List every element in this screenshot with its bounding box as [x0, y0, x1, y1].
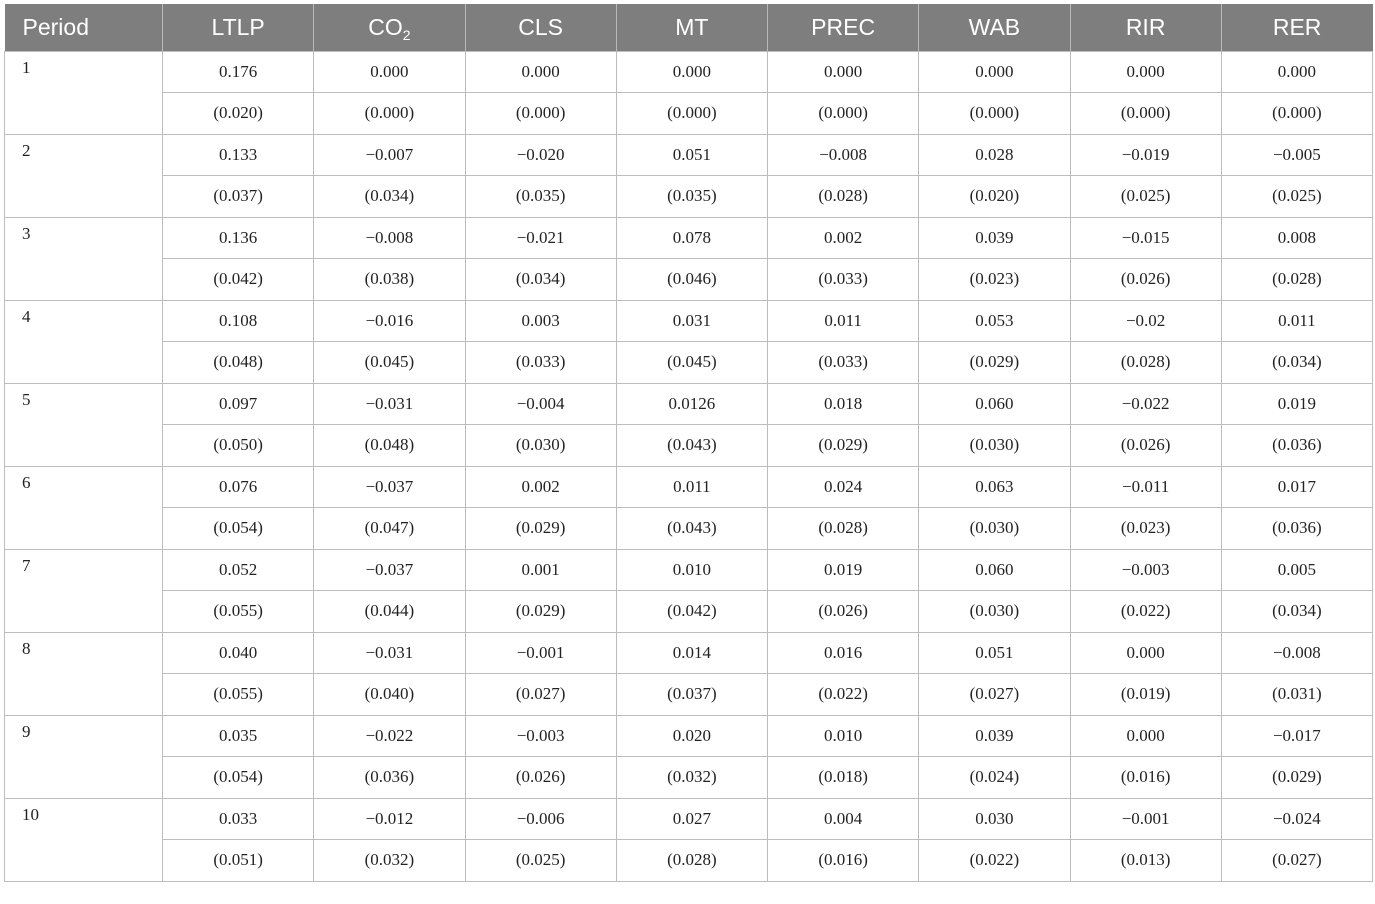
- coefficient-cell: 0.078: [616, 217, 767, 259]
- table-row-coefficients: [5, 383, 1373, 425]
- coefficient-cell: −0.006: [465, 798, 616, 840]
- standard-error-cell: (0.022): [768, 674, 919, 716]
- coefficient-cell: −0.021: [465, 217, 616, 259]
- standard-error-cell: (0.036): [1221, 508, 1372, 550]
- coefficient-cell: 0.002: [465, 466, 616, 508]
- coefficient-cell: −0.031: [314, 632, 465, 674]
- coefficient-cell: −0.016: [314, 300, 465, 342]
- coefficient-cell: 0.136: [163, 217, 314, 259]
- standard-error-cell: (0.030): [919, 508, 1070, 550]
- coefficient-cell: −0.02: [1070, 300, 1221, 342]
- standard-error-cell: (0.036): [1221, 425, 1372, 467]
- standard-error-cell: (0.023): [919, 259, 1070, 301]
- standard-error-cell: (0.032): [616, 757, 767, 799]
- standard-error-cell: (0.026): [1070, 425, 1221, 467]
- coefficient-cell: 0.000: [768, 51, 919, 93]
- coefficient-cell: 0.000: [465, 51, 616, 93]
- coefficient-cell: −0.024: [1221, 798, 1372, 840]
- standard-error-cell: (0.035): [465, 176, 616, 218]
- standard-error-cell: (0.037): [616, 674, 767, 716]
- table-row-standard-errors: [5, 674, 1373, 716]
- standard-error-cell: (0.048): [314, 425, 465, 467]
- standard-error-cell: (0.000): [314, 93, 465, 135]
- coefficient-cell: −0.012: [314, 798, 465, 840]
- coefficient-cell: 0.035: [163, 715, 314, 757]
- standard-error-cell: (0.028): [1070, 342, 1221, 384]
- coefficient-cell: 0.031: [616, 300, 767, 342]
- standard-error-cell: (0.028): [768, 176, 919, 218]
- coefficient-cell: −0.022: [1070, 383, 1221, 425]
- standard-error-cell: (0.025): [1221, 176, 1372, 218]
- table-row-coefficients: [5, 51, 1373, 93]
- standard-error-cell: (0.029): [768, 425, 919, 467]
- coefficient-cell: −0.008: [768, 134, 919, 176]
- table-row-standard-errors: [5, 591, 1373, 633]
- coefficient-cell: 0.017: [1221, 466, 1372, 508]
- standard-error-cell: (0.044): [314, 591, 465, 633]
- standard-error-cell: (0.028): [1221, 259, 1372, 301]
- period-cell: 6: [5, 466, 163, 549]
- table-body: [5, 51, 1373, 881]
- coefficient-cell: 0.000: [1070, 715, 1221, 757]
- standard-error-cell: (0.032): [314, 840, 465, 882]
- standard-error-cell: (0.029): [919, 342, 1070, 384]
- coefficient-cell: −0.037: [314, 466, 465, 508]
- standard-error-cell: (0.000): [1221, 93, 1372, 135]
- standard-error-cell: (0.055): [163, 591, 314, 633]
- coefficient-cell: −0.003: [465, 715, 616, 757]
- standard-error-cell: (0.036): [314, 757, 465, 799]
- standard-error-cell: (0.037): [163, 176, 314, 218]
- coefficient-cell: 0.039: [919, 217, 1070, 259]
- coefficient-cell: 0.002: [768, 217, 919, 259]
- coefficient-cell: 0.004: [768, 798, 919, 840]
- standard-error-cell: (0.033): [768, 342, 919, 384]
- period-cell: 4: [5, 300, 163, 383]
- coefficient-cell: 0.018: [768, 383, 919, 425]
- standard-error-cell: (0.048): [163, 342, 314, 384]
- table-row-standard-errors: [5, 425, 1373, 467]
- standard-error-cell: (0.027): [919, 674, 1070, 716]
- coefficient-cell: −0.031: [314, 383, 465, 425]
- coefficient-cell: 0.176: [163, 51, 314, 93]
- header-cls: CLS: [465, 4, 616, 51]
- coefficient-cell: −0.011: [1070, 466, 1221, 508]
- standard-error-cell: (0.026): [1070, 259, 1221, 301]
- standard-error-cell: (0.034): [1221, 342, 1372, 384]
- coefficient-cell: 0.108: [163, 300, 314, 342]
- coefficient-cell: −0.001: [465, 632, 616, 674]
- standard-error-cell: (0.045): [314, 342, 465, 384]
- standard-error-cell: (0.000): [768, 93, 919, 135]
- standard-error-cell: (0.022): [919, 840, 1070, 882]
- table-row-standard-errors: [5, 176, 1373, 218]
- coefficient-cell: 0.000: [1070, 51, 1221, 93]
- coefficient-cell: 0.000: [919, 51, 1070, 93]
- coefficient-cell: −0.022: [314, 715, 465, 757]
- coefficient-cell: −0.004: [465, 383, 616, 425]
- coefficient-cell: 0.000: [1070, 632, 1221, 674]
- coefficient-cell: −0.007: [314, 134, 465, 176]
- period-cell: 5: [5, 383, 163, 466]
- standard-error-cell: (0.033): [465, 342, 616, 384]
- coefficient-cell: 0.097: [163, 383, 314, 425]
- standard-error-cell: (0.046): [616, 259, 767, 301]
- table-row-coefficients: [5, 134, 1373, 176]
- coefficient-cell: 0.0126: [616, 383, 767, 425]
- table-row-coefficients: [5, 549, 1373, 591]
- results-table-container: [4, 4, 1372, 882]
- standard-error-cell: (0.023): [1070, 508, 1221, 550]
- standard-error-cell: (0.042): [616, 591, 767, 633]
- standard-error-cell: (0.050): [163, 425, 314, 467]
- coefficient-cell: 0.001: [465, 549, 616, 591]
- coefficient-cell: 0.000: [1221, 51, 1372, 93]
- standard-error-cell: (0.000): [919, 93, 1070, 135]
- standard-error-cell: (0.045): [616, 342, 767, 384]
- coefficient-cell: 0.033: [163, 798, 314, 840]
- coefficient-cell: 0.016: [768, 632, 919, 674]
- standard-error-cell: (0.025): [465, 840, 616, 882]
- coefficient-cell: 0.060: [919, 549, 1070, 591]
- coefficient-cell: 0.005: [1221, 549, 1372, 591]
- coefficient-cell: −0.020: [465, 134, 616, 176]
- standard-error-cell: (0.000): [616, 93, 767, 135]
- standard-error-cell: (0.035): [616, 176, 767, 218]
- coefficient-cell: 0.040: [163, 632, 314, 674]
- standard-error-cell: (0.029): [465, 591, 616, 633]
- period-cell: 3: [5, 217, 163, 300]
- coefficient-cell: 0.008: [1221, 217, 1372, 259]
- standard-error-cell: (0.054): [163, 757, 314, 799]
- standard-error-cell: (0.043): [616, 508, 767, 550]
- standard-error-cell: (0.027): [465, 674, 616, 716]
- standard-error-cell: (0.051): [163, 840, 314, 882]
- header-co2: [314, 4, 465, 51]
- coefficient-cell: 0.060: [919, 383, 1070, 425]
- standard-error-cell: (0.025): [1070, 176, 1221, 218]
- standard-error-cell: (0.030): [919, 425, 1070, 467]
- table-row-coefficients: [5, 632, 1373, 674]
- standard-error-cell: (0.022): [1070, 591, 1221, 633]
- table-row-standard-errors: [5, 840, 1373, 882]
- coefficient-cell: 0.076: [163, 466, 314, 508]
- standard-error-cell: (0.027): [1221, 840, 1372, 882]
- standard-error-cell: (0.016): [1070, 757, 1221, 799]
- standard-error-cell: (0.020): [919, 176, 1070, 218]
- header-wab: WAB: [919, 4, 1070, 51]
- standard-error-cell: (0.034): [465, 259, 616, 301]
- standard-error-cell: (0.054): [163, 508, 314, 550]
- standard-error-cell: (0.034): [314, 176, 465, 218]
- table-header: [5, 4, 1373, 51]
- standard-error-cell: (0.016): [768, 840, 919, 882]
- coefficient-cell: 0.014: [616, 632, 767, 674]
- coefficient-cell: 0.011: [616, 466, 767, 508]
- table-row-coefficients: [5, 715, 1373, 757]
- period-cell: 10: [5, 798, 163, 881]
- standard-error-cell: (0.019): [1070, 674, 1221, 716]
- standard-error-cell: (0.031): [1221, 674, 1372, 716]
- period-cell: 7: [5, 549, 163, 632]
- coefficient-cell: 0.011: [1221, 300, 1372, 342]
- coefficient-cell: −0.015: [1070, 217, 1221, 259]
- coefficient-cell: 0.000: [616, 51, 767, 93]
- coefficient-cell: −0.017: [1221, 715, 1372, 757]
- coefficient-cell: 0.010: [768, 715, 919, 757]
- coefficient-cell: 0.019: [1221, 383, 1372, 425]
- coefficient-cell: 0.133: [163, 134, 314, 176]
- coefficient-cell: −0.003: [1070, 549, 1221, 591]
- standard-error-cell: (0.028): [768, 508, 919, 550]
- standard-error-cell: (0.029): [1221, 757, 1372, 799]
- standard-error-cell: (0.047): [314, 508, 465, 550]
- standard-error-cell: (0.028): [616, 840, 767, 882]
- header-period: Period: [5, 4, 163, 51]
- coefficient-cell: −0.008: [314, 217, 465, 259]
- coefficient-cell: 0.019: [768, 549, 919, 591]
- header-co2-subscript: 2: [402, 26, 411, 43]
- header-prec: PREC: [768, 4, 919, 51]
- header-co2-base: CO: [368, 13, 403, 40]
- coefficient-cell: 0.003: [465, 300, 616, 342]
- standard-error-cell: (0.018): [768, 757, 919, 799]
- impulse-response-table: [4, 4, 1373, 882]
- standard-error-cell: (0.000): [1070, 93, 1221, 135]
- coefficient-cell: −0.001: [1070, 798, 1221, 840]
- coefficient-cell: 0.028: [919, 134, 1070, 176]
- header-rer: RER: [1221, 4, 1372, 51]
- header-mt: MT: [616, 4, 767, 51]
- table-row-standard-errors: [5, 342, 1373, 384]
- standard-error-cell: (0.042): [163, 259, 314, 301]
- coefficient-cell: −0.037: [314, 549, 465, 591]
- coefficient-cell: −0.019: [1070, 134, 1221, 176]
- standard-error-cell: (0.024): [919, 757, 1070, 799]
- header-row: [5, 4, 1373, 51]
- coefficient-cell: 0.051: [919, 632, 1070, 674]
- coefficient-cell: 0.063: [919, 466, 1070, 508]
- table-row-coefficients: [5, 798, 1373, 840]
- coefficient-cell: 0.053: [919, 300, 1070, 342]
- coefficient-cell: 0.010: [616, 549, 767, 591]
- standard-error-cell: (0.020): [163, 93, 314, 135]
- period-cell: 9: [5, 715, 163, 798]
- coefficient-cell: 0.052: [163, 549, 314, 591]
- coefficient-cell: 0.024: [768, 466, 919, 508]
- table-row-coefficients: [5, 300, 1373, 342]
- table-row-coefficients: [5, 466, 1373, 508]
- header-ltlp: LTLP: [163, 4, 314, 51]
- standard-error-cell: (0.026): [768, 591, 919, 633]
- coefficient-cell: 0.020: [616, 715, 767, 757]
- standard-error-cell: (0.026): [465, 757, 616, 799]
- coefficient-cell: −0.008: [1221, 632, 1372, 674]
- coefficient-cell: 0.000: [314, 51, 465, 93]
- standard-error-cell: (0.030): [465, 425, 616, 467]
- table-row-coefficients: [5, 217, 1373, 259]
- header-rir: RIR: [1070, 4, 1221, 51]
- coefficient-cell: 0.030: [919, 798, 1070, 840]
- table-row-standard-errors: [5, 259, 1373, 301]
- standard-error-cell: (0.034): [1221, 591, 1372, 633]
- standard-error-cell: (0.040): [314, 674, 465, 716]
- period-cell: 1: [5, 51, 163, 134]
- standard-error-cell: (0.013): [1070, 840, 1221, 882]
- period-cell: 8: [5, 632, 163, 715]
- coefficient-cell: 0.011: [768, 300, 919, 342]
- coefficient-cell: 0.051: [616, 134, 767, 176]
- coefficient-cell: 0.039: [919, 715, 1070, 757]
- table-row-standard-errors: [5, 508, 1373, 550]
- period-cell: 2: [5, 134, 163, 217]
- table-row-standard-errors: [5, 757, 1373, 799]
- standard-error-cell: (0.030): [919, 591, 1070, 633]
- standard-error-cell: (0.029): [465, 508, 616, 550]
- standard-error-cell: (0.043): [616, 425, 767, 467]
- standard-error-cell: (0.055): [163, 674, 314, 716]
- standard-error-cell: (0.000): [465, 93, 616, 135]
- table-row-standard-errors: [5, 93, 1373, 135]
- standard-error-cell: (0.033): [768, 259, 919, 301]
- standard-error-cell: (0.038): [314, 259, 465, 301]
- coefficient-cell: 0.027: [616, 798, 767, 840]
- coefficient-cell: −0.005: [1221, 134, 1372, 176]
